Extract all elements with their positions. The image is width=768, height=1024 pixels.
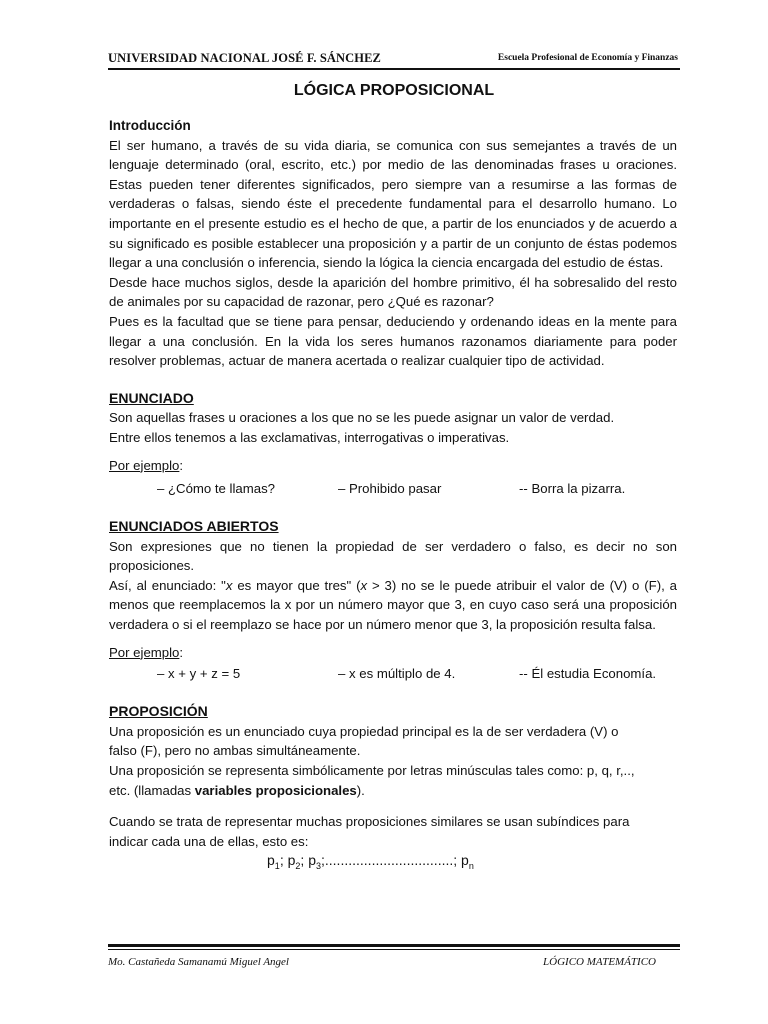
abiertos-paragraph-2: Así, al enunciado: "x es mayor que tres" (x > 3) no se le puede atribuir el valor de (V) o (F), a menos que reemplacemos la x por un número mayor que 3, en cuyo caso será una proposición verdadera o si el reemplazo se hace por un número menor que 3, la proposición resulta falsa. [109, 577, 677, 633]
enunciado-line-2: Entre ellos tenemos a las exclamativas, interrogativas o imperativas. [109, 429, 510, 445]
footer-course: LÓGICO MATEMÁTICO [543, 956, 656, 968]
page-footer [108, 956, 680, 972]
abiertos-examples [109, 664, 677, 684]
subscript-formula: $p_1$; $p_2$; $p_3$;.................................; $p_n$ [267, 852, 474, 872]
footer-rule [108, 944, 680, 950]
document-body [109, 116, 677, 877]
intro-heading: Introducción [109, 118, 191, 133]
proposicion-line-4: etc. (llamadas variables proposicionales). [109, 782, 365, 798]
abiertos-example-label: Por ejemplo: [109, 644, 184, 660]
university-name: UNIVERSIDAD NACIONAL JOSÉ F. SÁNCHEZ [108, 51, 381, 65]
proposicion-line-6: indicar cada una de ellas, esto es: [109, 833, 309, 849]
example-item: -- Borra la pizarra. [519, 481, 626, 497]
proposicion-line-1: Una proposición es un enunciado cuya propiedad principal es la de ser verdadera (V) o [109, 723, 619, 739]
proposicion-line-2: falso (F), pero no ambas simultáneamente. [109, 743, 361, 759]
page-title: LÓGICA PROPOSICIONAL [293, 82, 495, 99]
intro-paragraph-1: El ser humano, a través de su vida diaria, se comunica con sus semejantes a través de un lenguaje determinado (oral, escrito, etc.) por medio de las denominadas frases u oraciones. Estas pueden tener diferentes significados, pero siempre van a resumirse a las formas de verdaderas o falsas, siendo éste el precedente fundamental para el desarrollo humano. Lo importante en el presente estudio es el hecho de que, a partir de los enunciados y de acuerdo a su significado es posible establecer una proposición y a partir de un conjunto de éstas podemos llegar a una conclusión o inferencia, siendo la lógica la ciencia encargada del estudio de éstas. [109, 137, 677, 271]
example-item: – Prohibido pasar [338, 481, 442, 497]
enunciado-examples [109, 479, 677, 499]
page-header [108, 50, 680, 70]
example-item: – ¿Cómo te llamas? [157, 481, 275, 497]
enunciado-heading: ENUNCIADO [109, 389, 194, 406]
abiertos-heading: ENUNCIADOS ABIERTOS [109, 518, 279, 535]
school-name: Escuela Profesional de Economía y Finanzas [497, 53, 678, 63]
proposicion-heading: PROPOSICIÓN [109, 703, 208, 720]
enunciado-line-1: Son aquellas frases u oraciones a los que no se les puede asignar un valor de verdad. [109, 410, 615, 426]
proposicion-line-5: Cuando se trata de representar muchas proposiciones similares se usan subíndices para [109, 814, 630, 830]
example-item: – x es múltiplo de 4. [338, 666, 456, 682]
abiertos-paragraph-1: Son expresiones que no tienen la propiedad de ser verdadero o falso, es decir no son proposiciones. [109, 538, 677, 574]
proposicion-line-3: Una proposición se representa simbólicamente por letras minúsculas tales como: p, q, r,.., [109, 763, 635, 779]
intro-paragraph-2: Desde hace muchos siglos, desde la aparición del hombre primitivo, él ha sobresalido del resto de animales por su capacidad de razonar, pero ¿Qué es razonar? [109, 274, 677, 310]
footer-author: Mo. Castañeda Samanamú Miguel Angel [108, 956, 289, 968]
intro-paragraph-3: Pues es la facultad que se tiene para pensar, deduciendo y ordenando ideas en la mente para llegar a una conclusión. En la vida los seres humanos razonamos diariamente para poder resolver problemas, actuar de manera acertada o realizar cualquier tipo de actividad. [109, 313, 677, 369]
enunciado-example-label: Por ejemplo: [109, 457, 184, 473]
example-item: – x + y + z = 5 [157, 666, 241, 682]
example-item: -- Él estudia Economía. [519, 666, 657, 682]
